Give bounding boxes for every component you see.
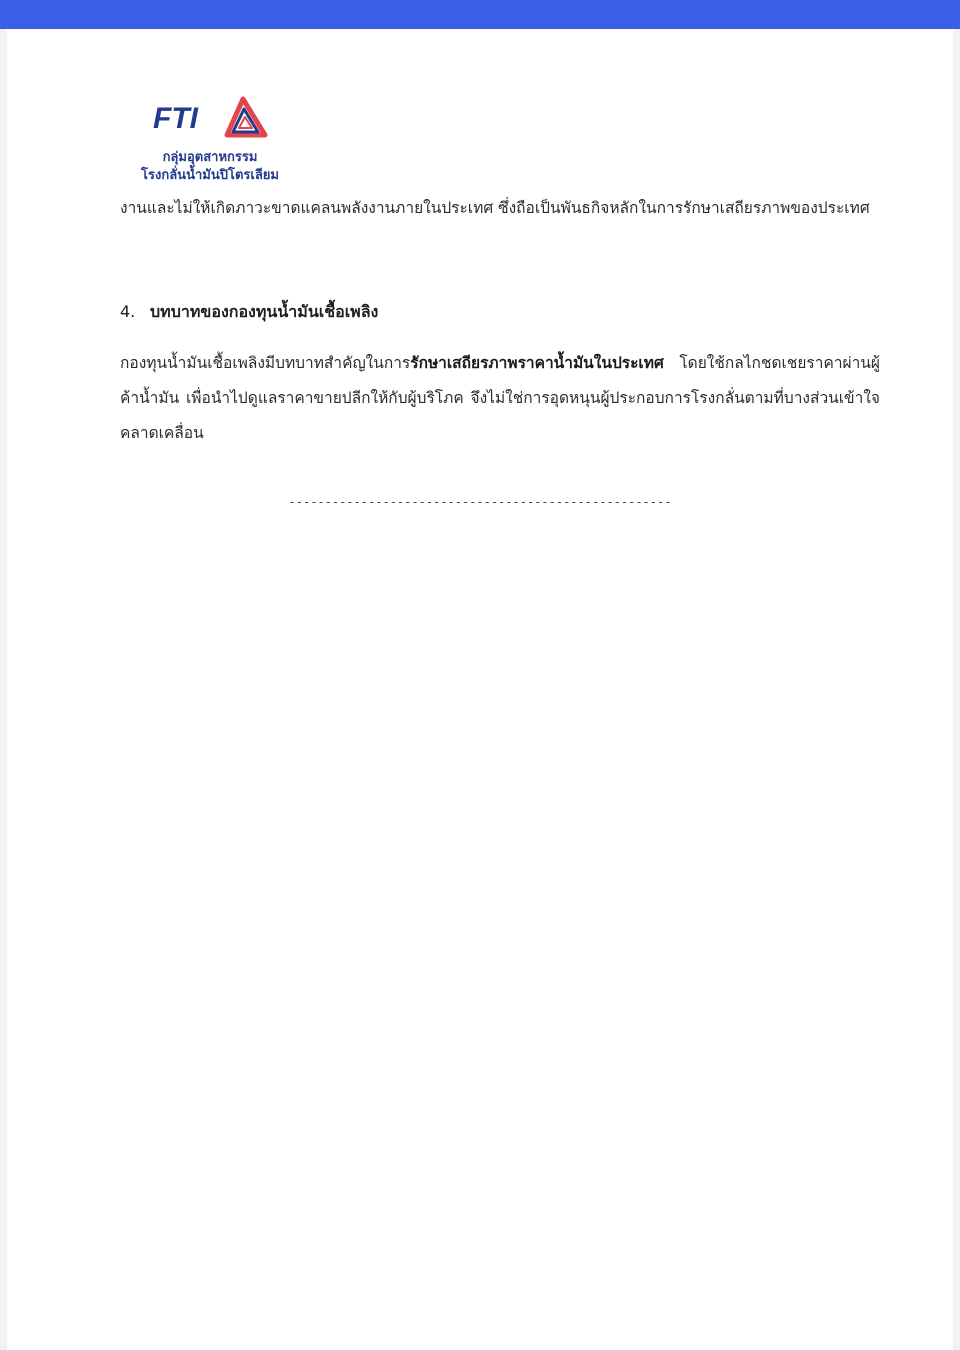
section-number: 4. xyxy=(120,302,136,321)
fti-wordmark: FTI xyxy=(153,102,198,135)
logo-org-line2: โรงกลั่นน้ำมันปิโตรเลียม xyxy=(141,168,279,183)
logo-org-line1: กลุ่มอุตสาหกรรม xyxy=(162,150,258,165)
section-heading xyxy=(120,298,880,326)
fti-logo-mark xyxy=(149,95,269,141)
end-divider: ----------------------------------------------------- xyxy=(288,495,672,509)
section-paragraph xyxy=(120,346,880,451)
document-page xyxy=(7,29,953,1350)
section-title: บทบาทของกองทุนน้ำมันเชื้อเพลิง xyxy=(150,302,379,321)
top-bar xyxy=(0,0,960,29)
paragraph-continued: งานและไม่ให้เกิดภาวะขาดแคลนพลังงานภายในประเทศ ซึ่งถือเป็นพันธกิจหลักในการรักษาเสถียรภาพของประเทศ xyxy=(120,199,870,217)
fti-logo xyxy=(135,95,285,187)
paragraph-text-before: กองทุนน้ำมันเชื้อเพลิงมีบทบาทสำคัญในการ xyxy=(120,354,411,372)
paragraph-text-after: โดยใช้กลไกชดเชยราคาผ่านผู้ค้าน้ำมัน เพื่อนำไปดูแลราคาขายปลีกให้กับผู้บริโภค จึงไม่ใช่การอุดหนุนผู้ประกอบการโรงกลั่นตามที่บางส่วนเข้าใจคลาดเคลื่อน xyxy=(120,354,880,442)
paragraph-bold-phrase: รักษาเสถียรภาพราคาน้ำมันในประเทศ xyxy=(410,354,664,372)
